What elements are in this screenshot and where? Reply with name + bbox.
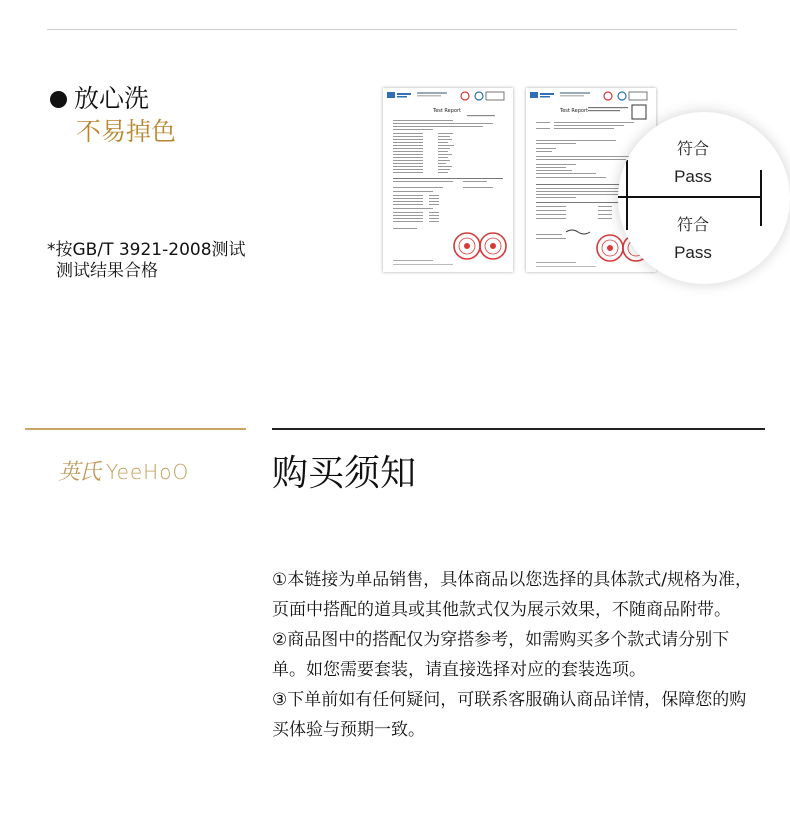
feature-subtitle: 不易掉色 bbox=[76, 117, 177, 146]
test-note-line-1: *按GB/T 3921-2008测试 bbox=[47, 240, 246, 260]
report-1-heading: Test Report bbox=[433, 108, 462, 114]
top-divider bbox=[47, 29, 737, 30]
section-divider bbox=[272, 428, 765, 430]
brand-logo-en: YeeHoO bbox=[106, 460, 190, 484]
wash-feature bbox=[50, 84, 176, 147]
purchase-note-1: ①本链接为单品销售，具体商品以您选择的具体款式/规格为准，页面中搭配的道具或其他款式仅为展示效果，不随商品附带。 bbox=[272, 570, 752, 620]
purchase-notes bbox=[272, 565, 762, 745]
feature-title-text: 放心洗 bbox=[74, 84, 150, 113]
magnifier-divider-v-left bbox=[626, 160, 628, 230]
test-standard-note bbox=[47, 240, 246, 282]
purchase-notice-title: 购买须知 bbox=[272, 453, 417, 494]
test-report-document-1 bbox=[383, 88, 513, 272]
bullet-icon bbox=[50, 91, 67, 108]
magnifier-row1-en: Pass bbox=[674, 167, 712, 186]
purchase-note-3: ③下单前如有任何疑问，可联系客服确认商品详情，保障您的购买体验与预期一致。 bbox=[272, 690, 747, 740]
feature-title bbox=[50, 84, 176, 114]
magnifier-divider-1 bbox=[618, 196, 760, 198]
brand-divider bbox=[25, 428, 246, 430]
magnifier-row2-en: Pass bbox=[674, 243, 712, 262]
report-2-heading: Test Report bbox=[560, 108, 589, 114]
result-magnifier bbox=[618, 112, 790, 284]
brand-logo-cn: 英氏 bbox=[58, 460, 101, 485]
brand-logo bbox=[58, 455, 189, 486]
magnifier-row2-cn: 符合 bbox=[676, 215, 709, 234]
magnifier-row1-cn: 符合 bbox=[676, 139, 709, 158]
magnifier-divider-v-right bbox=[760, 170, 762, 226]
test-note-line-2: 测试结果合格 bbox=[56, 261, 158, 281]
purchase-note-2: ②商品图中的搭配仅为穿搭参考，如需购买多个款式请分别下单。如您需要套装，请直接选择对应的套装选项。 bbox=[272, 630, 730, 680]
